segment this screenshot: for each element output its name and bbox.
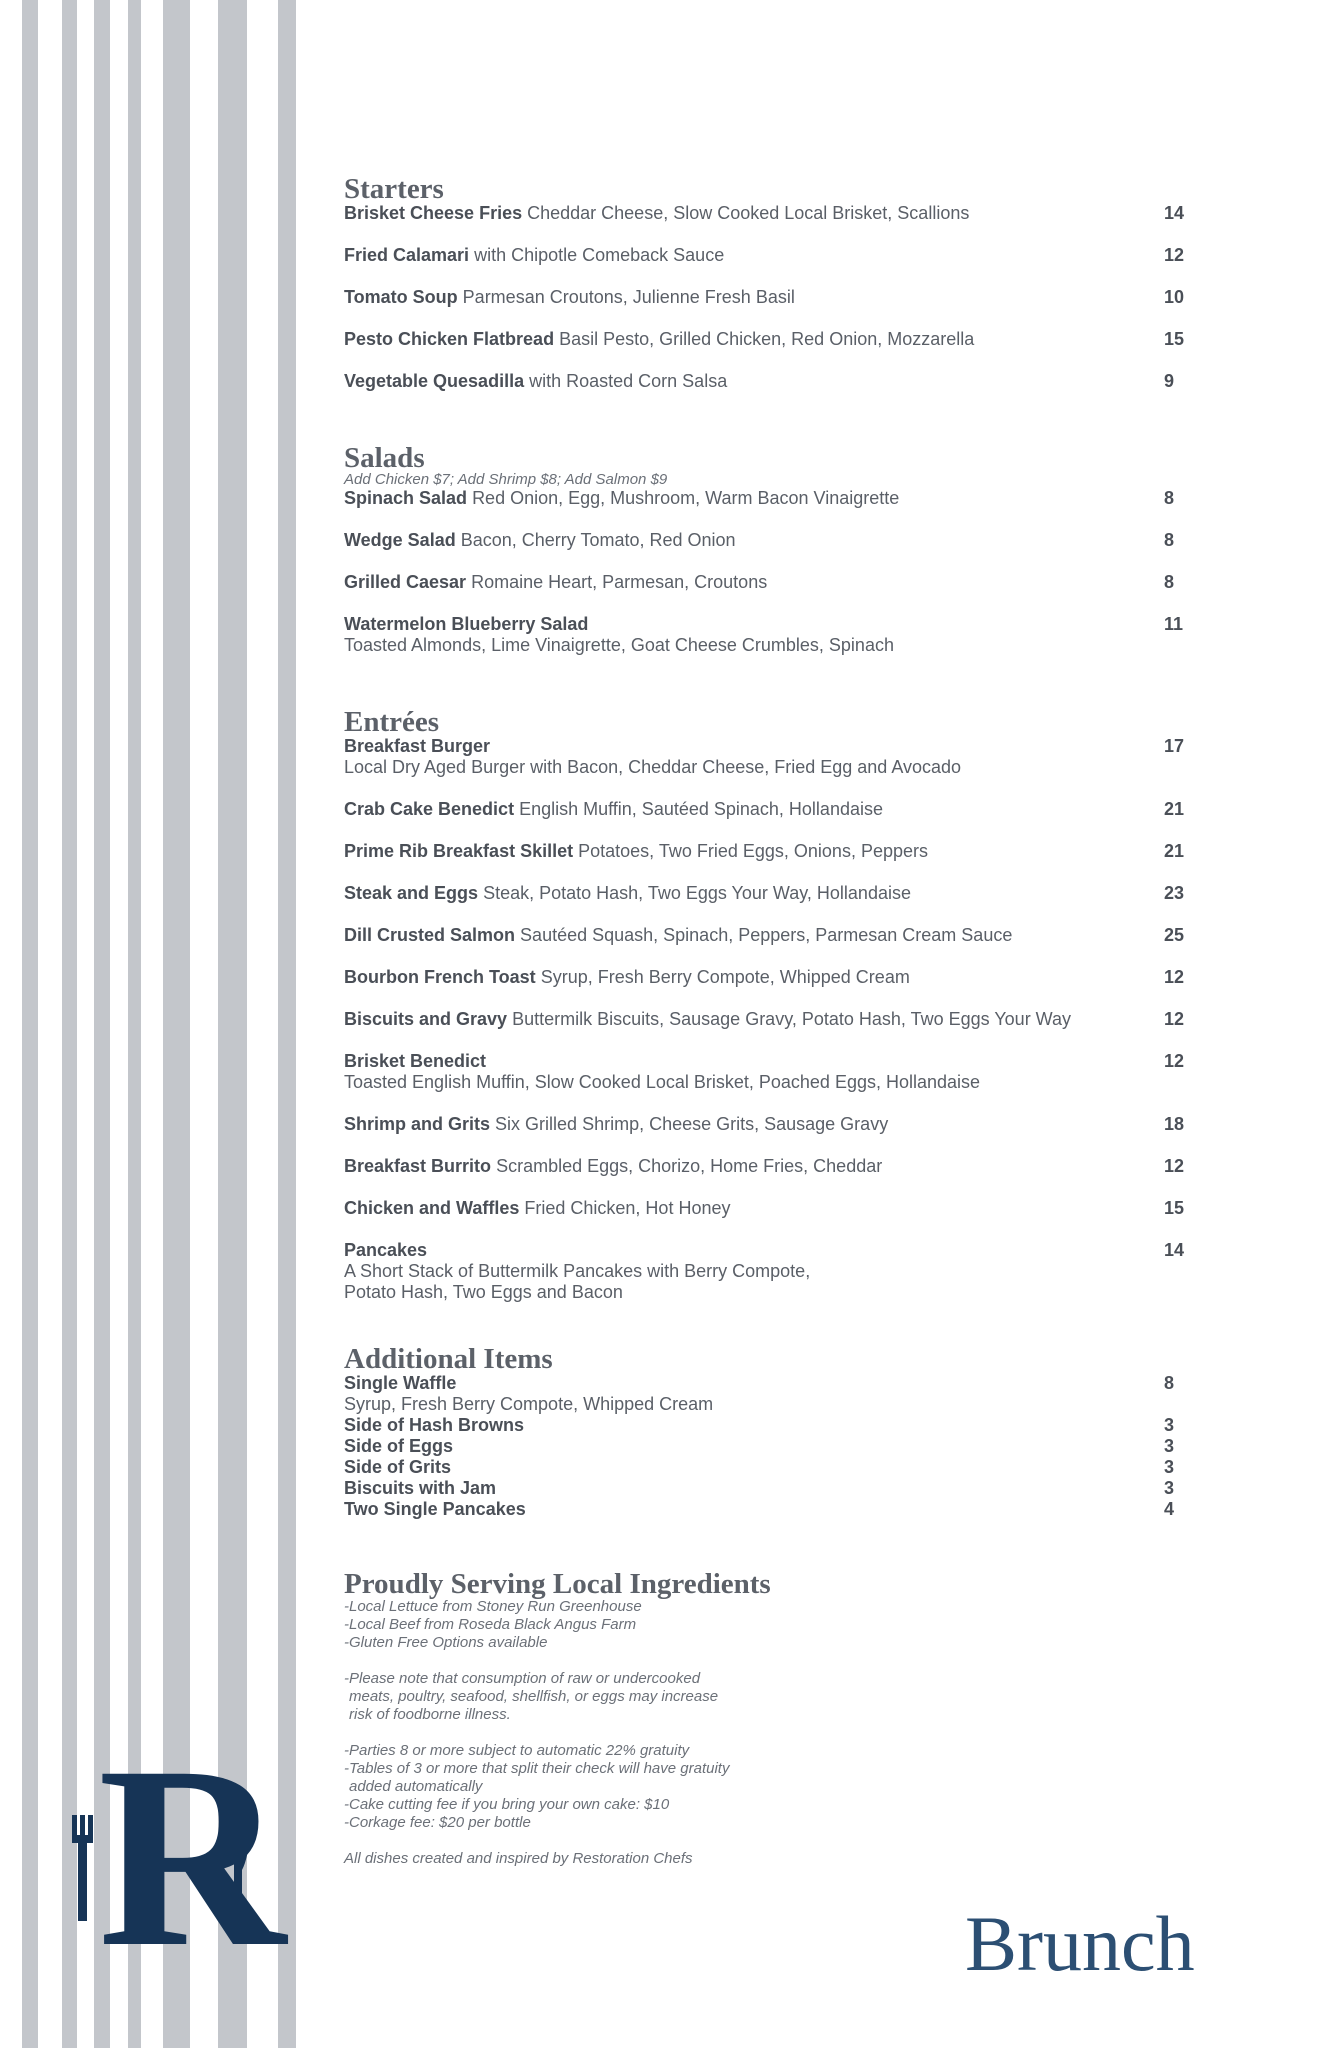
item-price: 12 bbox=[1164, 245, 1185, 265]
menu-item bbox=[344, 1009, 1204, 1030]
item-name: Grilled Caesar bbox=[344, 572, 467, 592]
item-name: Brisket Benedict bbox=[344, 1051, 487, 1071]
menu-item bbox=[344, 1240, 1204, 1303]
note-line: risk of foodborne illness. bbox=[349, 1706, 511, 1723]
menu-item bbox=[344, 1478, 1204, 1499]
menu-item bbox=[344, 1436, 1204, 1457]
item-name: Biscuits with Jam bbox=[344, 1478, 497, 1498]
item-price: 14 bbox=[1164, 1240, 1185, 1260]
menu-item bbox=[344, 1415, 1204, 1436]
item-name: Shrimp and Grits bbox=[344, 1114, 491, 1134]
item-name: Bourbon French Toast bbox=[344, 967, 536, 987]
chef-credit: All dishes created and inspired by Restoration Chefs bbox=[344, 1850, 693, 1867]
note-line: -Local Beef from Roseda Black Angus Farm bbox=[344, 1616, 637, 1633]
item-name: Single Waffle bbox=[344, 1373, 457, 1393]
item-description: Red Onion, Egg, Mushroom, Warm Bacon Vinaigrette bbox=[472, 488, 900, 508]
policies bbox=[344, 1742, 1204, 1832]
local-sources bbox=[344, 1598, 1204, 1652]
item-description: Parmesan Croutons, Julienne Fresh Basil bbox=[462, 287, 795, 307]
page-title: Brunch bbox=[965, 1900, 1195, 1987]
item-price: 10 bbox=[1164, 287, 1185, 307]
menu-item bbox=[344, 1457, 1204, 1478]
item-description: Fried Chicken, Hot Honey bbox=[524, 1198, 731, 1218]
decorative-stripe bbox=[22, 0, 38, 2048]
item-price: 3 bbox=[1164, 1436, 1175, 1456]
item-name: Tomato Soup bbox=[344, 287, 458, 307]
item-description: Bacon, Cherry Tomato, Red Onion bbox=[460, 530, 736, 550]
menu-item bbox=[344, 1051, 1204, 1093]
item-description: with Chipotle Comeback Sauce bbox=[474, 245, 725, 265]
note-line: meats, poultry, seafood, shellfish, or eggs may increase bbox=[349, 1688, 719, 1705]
menu-item bbox=[344, 1114, 1204, 1135]
section-starters bbox=[344, 175, 1204, 392]
item-price: 4 bbox=[1164, 1499, 1175, 1519]
item-price: 15 bbox=[1164, 1198, 1185, 1218]
menu-item bbox=[344, 841, 1204, 862]
item-description: Syrup, Fresh Berry Compote, Whipped Cream bbox=[344, 1394, 714, 1414]
item-description: Six Grilled Shrimp, Cheese Grits, Sausage Gravy bbox=[495, 1114, 889, 1134]
item-name: Vegetable Quesadilla bbox=[344, 371, 525, 391]
item-price: 8 bbox=[1164, 488, 1175, 508]
item-description: Syrup, Fresh Berry Compote, Whipped Cream bbox=[540, 967, 910, 987]
section-salads bbox=[344, 444, 1204, 656]
item-price: 12 bbox=[1164, 967, 1185, 987]
decorative-stripe bbox=[62, 0, 77, 2048]
item-price: 14 bbox=[1164, 203, 1185, 223]
item-price: 8 bbox=[1164, 572, 1175, 592]
menu-item bbox=[344, 736, 1204, 778]
menu-item bbox=[344, 488, 1204, 509]
menu-item bbox=[344, 203, 1204, 224]
item-price: 12 bbox=[1164, 1051, 1185, 1071]
consumption-warning bbox=[344, 1670, 1204, 1724]
item-name: Pesto Chicken Flatbread bbox=[344, 329, 555, 349]
item-description: Potatoes, Two Fried Eggs, Onions, Peppers bbox=[578, 841, 928, 861]
item-description: Potato Hash, Two Eggs and Bacon bbox=[344, 1282, 623, 1302]
note-line: -Cake cutting fee if you bring your own cake: $10 bbox=[344, 1796, 670, 1813]
section-title: Salads bbox=[344, 442, 425, 474]
item-description: A Short Stack of Buttermilk Pancakes with Berry Compote, bbox=[344, 1261, 811, 1281]
note-line: -Gluten Free Options available bbox=[344, 1634, 548, 1651]
item-name: Biscuits and Gravy bbox=[344, 1009, 508, 1029]
menu-item bbox=[344, 1198, 1204, 1219]
item-name: Side of Grits bbox=[344, 1457, 452, 1477]
section-title: Starters bbox=[344, 173, 444, 205]
item-description: Steak, Potato Hash, Two Eggs Your Way, Hollandaise bbox=[483, 883, 911, 903]
menu-item bbox=[344, 530, 1204, 551]
item-name: Brisket Cheese Fries bbox=[344, 203, 523, 223]
item-price: 3 bbox=[1164, 1457, 1175, 1477]
note-line: -Tables of 3 or more that split their check will have gratuity bbox=[344, 1760, 730, 1777]
item-description: Cheddar Cheese, Slow Cooked Local Brisket, Scallions bbox=[527, 203, 970, 223]
item-name: Steak and Eggs bbox=[344, 883, 479, 903]
restaurant-logo bbox=[60, 1713, 286, 2001]
item-price: 3 bbox=[1164, 1478, 1175, 1498]
item-price: 11 bbox=[1164, 614, 1184, 634]
item-description: English Muffin, Sautéed Spinach, Hollandaise bbox=[519, 799, 883, 819]
menu-item bbox=[344, 329, 1204, 350]
item-description: Buttermilk Biscuits, Sausage Gravy, Potato Hash, Two Eggs Your Way bbox=[512, 1009, 1072, 1029]
section-note: Add Chicken $7; Add Shrimp $8; Add Salmon $9 bbox=[344, 471, 668, 488]
menu-item bbox=[344, 1499, 1204, 1520]
item-name: Chicken and Waffles bbox=[344, 1198, 520, 1218]
notes-block bbox=[344, 1598, 1204, 1868]
note-line: -Local Lettuce from Stoney Run Greenhouse bbox=[344, 1598, 642, 1615]
menu-content bbox=[344, 175, 1204, 1868]
item-price: 23 bbox=[1164, 883, 1185, 903]
item-name: Dill Crusted Salmon bbox=[344, 925, 516, 945]
item-name: Breakfast Burger bbox=[344, 736, 491, 756]
logo-letter: R bbox=[98, 1713, 286, 2001]
item-name: Wedge Salad bbox=[344, 530, 456, 550]
menu-item bbox=[344, 287, 1204, 308]
item-price: 9 bbox=[1164, 371, 1175, 391]
item-description: with Roasted Corn Salsa bbox=[529, 371, 728, 391]
item-price: 17 bbox=[1164, 736, 1185, 756]
item-description: Sautéed Squash, Spinach, Peppers, Parmesan Cream Sauce bbox=[520, 925, 1013, 945]
item-description: Local Dry Aged Burger with Bacon, Cheddar Cheese, Fried Egg and Avocado bbox=[344, 757, 962, 777]
item-price: 21 bbox=[1164, 799, 1185, 819]
item-price: 12 bbox=[1164, 1156, 1185, 1176]
menu-item bbox=[344, 245, 1204, 266]
item-name: Spinach Salad bbox=[344, 488, 468, 508]
item-description: Toasted English Muffin, Slow Cooked Local Brisket, Poached Eggs, Hollandaise bbox=[344, 1072, 981, 1092]
menu-item bbox=[344, 883, 1204, 904]
item-price: 25 bbox=[1164, 925, 1185, 945]
section-additional-items bbox=[344, 1345, 1204, 1520]
item-description: Scrambled Eggs, Chorizo, Home Fries, Cheddar bbox=[496, 1156, 883, 1176]
menu-item bbox=[344, 1156, 1204, 1177]
item-name: Crab Cake Benedict bbox=[344, 799, 515, 819]
menu-item bbox=[344, 925, 1204, 946]
item-name: Watermelon Blueberry Salad bbox=[344, 614, 589, 634]
item-name: Side of Hash Browns bbox=[344, 1415, 525, 1435]
item-description: Romaine Heart, Parmesan, Croutons bbox=[471, 572, 768, 592]
item-description: Toasted Almonds, Lime Vinaigrette, Goat Cheese Crumbles, Spinach bbox=[344, 635, 894, 655]
item-name: Side of Eggs bbox=[344, 1436, 454, 1456]
item-price: 18 bbox=[1164, 1114, 1185, 1134]
note-line: added automatically bbox=[349, 1778, 483, 1795]
menu-item bbox=[344, 799, 1204, 820]
item-name: Prime Rib Breakfast Skillet bbox=[344, 841, 574, 861]
menu-item bbox=[344, 371, 1204, 392]
item-price: 21 bbox=[1164, 841, 1185, 861]
menu-item bbox=[344, 614, 1204, 656]
item-description: Basil Pesto, Grilled Chicken, Red Onion, Mozzarella bbox=[559, 329, 975, 349]
item-name: Pancakes bbox=[344, 1240, 428, 1260]
item-price: 12 bbox=[1164, 1009, 1185, 1029]
menu-item bbox=[344, 572, 1204, 593]
item-price: 8 bbox=[1164, 530, 1175, 550]
section-title: Proudly Serving Local Ingredients bbox=[344, 1568, 771, 1600]
item-name: Fried Calamari bbox=[344, 245, 470, 265]
item-name: Breakfast Burrito bbox=[344, 1156, 492, 1176]
note-line: -Please note that consumption of raw or undercooked bbox=[344, 1670, 701, 1687]
section-title: Additional Items bbox=[344, 1343, 553, 1375]
item-price: 15 bbox=[1164, 329, 1185, 349]
item-price: 8 bbox=[1164, 1373, 1175, 1393]
menu-item bbox=[344, 1373, 1204, 1415]
item-name: Two Single Pancakes bbox=[344, 1499, 526, 1519]
note-line: -Corkage fee: $20 per bottle bbox=[344, 1814, 531, 1831]
section-entrees bbox=[344, 708, 1204, 1303]
note-line: -Parties 8 or more subject to automatic 22% gratuity bbox=[344, 1742, 690, 1759]
section-local-ingredients bbox=[344, 1570, 1204, 1868]
menu-item bbox=[344, 967, 1204, 988]
item-price: 3 bbox=[1164, 1415, 1175, 1435]
section-title: Entrées bbox=[344, 706, 440, 738]
